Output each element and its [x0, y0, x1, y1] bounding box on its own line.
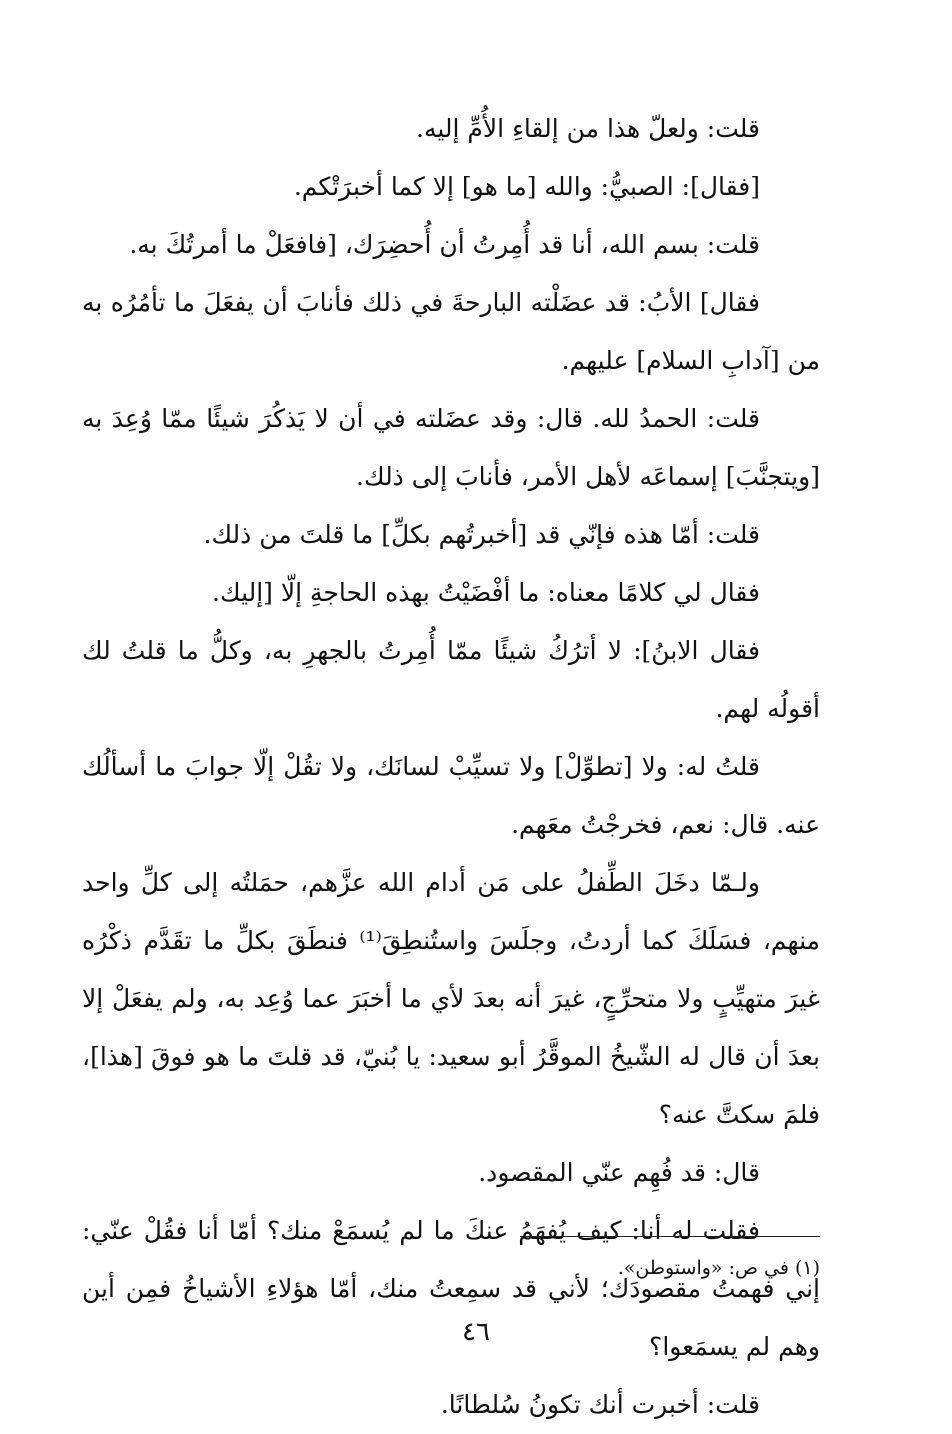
page-number: ٤٦ [462, 1317, 490, 1347]
paragraph: قلت: ولعلّ هذا من إلقاءِ الأُمِّ إليه. [416, 114, 760, 143]
paragraph: قال: قد فُهِم عنّي المقصود. [478, 1158, 760, 1187]
paragraph: قلت: الحمدُ لله. قال: وقد عضَلته في أن لا يَذكُرَ شيئًا ممّا وُعِدَ به [ويتجنَّبَ] إسماعَه لأهل الأمر، فأنابَ إلى ذلك. [82, 404, 820, 491]
paragraph: [فقال]: الصبيُّ: والله [ما هو] إلا كما أخبرَتْكم. [293, 172, 760, 201]
paragraph: قلت: أمّا هذه فإنّي قد [أخبرتُهم بكلِّ] ما قلتَ من ذلك. [203, 520, 760, 549]
paragraph: فقال الابنُ]: لا أترُكُ شيئًا ممّا أُمِرتُ بالجهرِ به، وكلُّ ما قلتُ لك أقولُه لهم. [82, 636, 820, 723]
paragraph: فقال لي كلامًا معناه: ما أفْضَيْتُ بهذه الحاجةِ إلّا [إليك. [212, 578, 760, 607]
paragraph: فقلت له أنا: كيف يُفهَمُ عنكَ ما لم يُسمَعْ منك؟ أمّا أنا فقُلْ عنّي: إني فهمتُ مقصودَك؛ لأني قد سمِعتُ منك، أمّا هؤلاءِ الأشياخُ فمِن أين وهم لم يسمَعوا؟ [82, 1216, 820, 1361]
paragraph: قلت: أخبرت أنك تكونُ سُلطانًا. [440, 1390, 760, 1419]
paragraph: قلت: بسم الله، أنا قد أُمِرتُ أن أُحضِرَك، [فافعَلْ ما أمرتُكَ به. [129, 230, 760, 259]
paragraph: قلتُ له: ولا [تطوِّلْ] ولا تسيِّبْ لسانَك، ولا تقُلْ إلّا جوابَ ما أسألُك عنه. قال: نعم، فخرجْتُ معَهم. [82, 752, 820, 839]
paragraph: ولـمّا دخَلَ الطِّفلُ على مَن أدام الله عزَّهم، حمَلتُه إلى كلِّ واحد منهم، فسَلَكَ كما أردتُ، وجلَسَ واستُنطِقَ⁽¹⁾ فنطَقَ بكلِّ ما تقَدَّم ذكْرُه غيرَ متهيِّبٍ ولا متحرِّجٍ، غيرَ أنه بعدَ لأي ما أخبَرَ عما وُعِد به، ولم يفعَلْ إلا بعدَ أن قال له الشّيخُ الموقَّرُ أبو سعيد: يا بُنيّ، قد قلتَ ما هو فوقَ [هذا]، فلمَ سكتَّ عنه؟ [82, 868, 820, 1129]
main-text [82, 100, 820, 1434]
paragraph: فقال] الأبُ: قد عضَلْته البارحةَ في ذلك فأنابَ أن يفعَلَ ما تأمُرُه به من [آدابِ السلام] عليهم. [82, 288, 820, 375]
footnote-separator [520, 1236, 820, 1237]
footnote: (١) في ص: «واستوطن». [617, 1257, 820, 1279]
